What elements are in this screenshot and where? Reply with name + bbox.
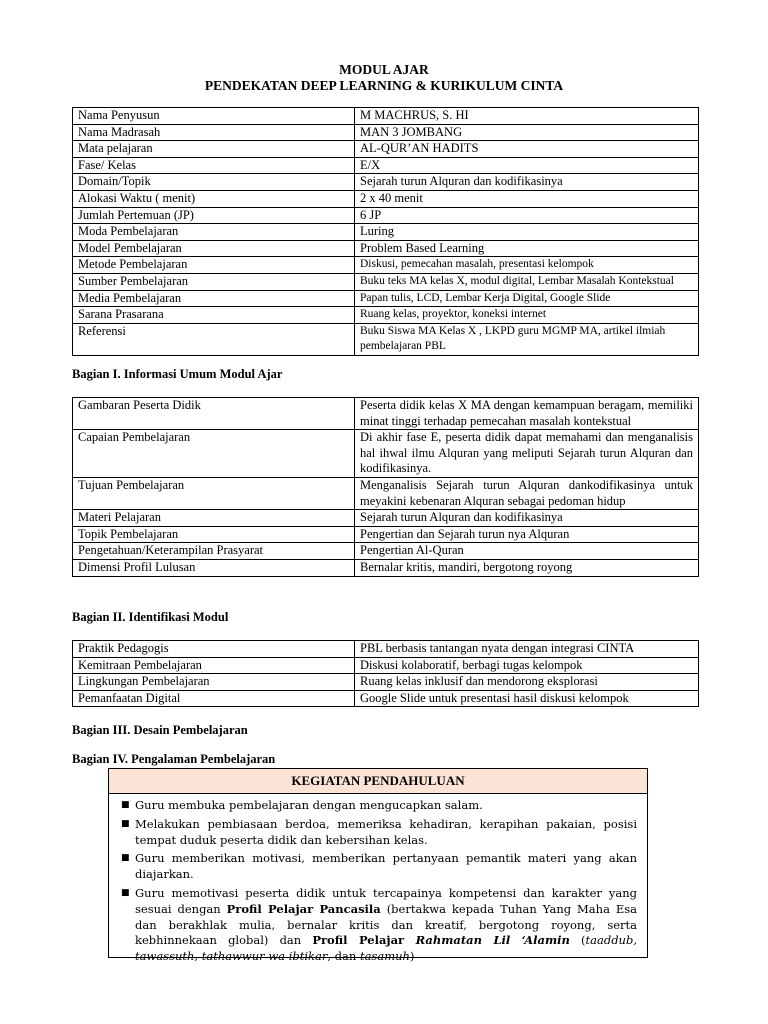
row-label: Media Pembelajaran <box>73 290 355 307</box>
row-label: Domain/Topik <box>73 174 355 191</box>
row-value: PBL berbasis tantangan nyata dengan integrasi CINTA <box>355 641 699 658</box>
row-label: Fase/ Kelas <box>73 157 355 174</box>
row-label: Materi Pelajaran <box>73 510 355 527</box>
learning-design-table <box>72 640 699 707</box>
row-label: Praktik Pedagogis <box>73 641 355 658</box>
table-row <box>73 398 699 430</box>
row-label: Lingkungan Pembelajaran <box>73 674 355 691</box>
row-value: Peserta didik kelas X MA dengan kemampuan beragam, memiliki minat tinggi terhadap pemecahan masalah kontekstual <box>355 398 699 430</box>
document-subtitle: PENDEKATAN DEEP LEARNING & KURIKULUM CINTA <box>204 78 564 93</box>
row-value: Papan tulis, LCD, Lembar Kerja Digital, Google Slide <box>355 290 699 307</box>
row-value: E/X <box>355 157 699 174</box>
row-value: Diskusi, pemecahan masalah, presentasi kelompok <box>355 257 699 274</box>
row-value: Menganalisis Sejarah turun Alquran dankodifikasinya untuk meyakini kebenaran Alquran sebagai pedoman hidup <box>355 477 699 509</box>
row-label: Kemitraan Pembelajaran <box>73 657 355 674</box>
row-value: Sejarah turun Alquran dan kodifikasinya <box>355 174 699 191</box>
list-item: ■ Melakukan pembiasaan berdoa, memeriksa kehadiran, kerapihan pakaian, posisi tempat duduk peserta didik dan kebersihan kelas. <box>121 816 637 847</box>
row-label: Dimensi Profil Lulusan <box>73 559 355 576</box>
row-label: Referensi <box>73 323 355 355</box>
table-row <box>73 430 699 478</box>
table-row <box>73 477 699 509</box>
square-bullet-icon: ■ <box>121 800 130 810</box>
row-value: M MACHRUS, S. HI <box>355 108 699 125</box>
row-label: Moda Pembelajaran <box>73 224 355 241</box>
table-row <box>73 124 699 141</box>
square-bullet-icon: ■ <box>121 818 130 829</box>
row-value: Sejarah turun Alquran dan kodifikasinya <box>355 510 699 527</box>
table-row <box>73 224 699 241</box>
table-row <box>73 690 699 707</box>
section-heading-4: Bagian IV. Pengalaman Pembelajaran <box>72 752 276 766</box>
row-label: Sarana Prasarana <box>73 307 355 324</box>
table-row <box>73 674 699 691</box>
table-row <box>73 526 699 543</box>
table-row <box>73 174 699 191</box>
row-label: Pemanfaatan Digital <box>73 690 355 707</box>
row-label: Alokasi Waktu ( menit) <box>73 190 355 207</box>
table-row <box>73 190 699 207</box>
section-heading-1: Bagian I. Informasi Umum Modul Ajar <box>72 367 283 381</box>
row-value: 6 JP <box>355 207 699 224</box>
square-bullet-icon: ■ <box>121 853 130 864</box>
table-row <box>73 323 699 355</box>
table-row <box>73 307 699 324</box>
section-heading-3: Bagian III. Desain Pembelajaran <box>72 723 248 737</box>
row-label: Topik Pembelajaran <box>73 526 355 543</box>
row-label: Nama Madrasah <box>73 124 355 141</box>
document-title: MODUL AJAR <box>339 62 429 77</box>
row-value: Buku teks MA kelas X, modul digital, Lembar Masalah Kontekstual <box>355 273 699 290</box>
row-label: Capaian Pembelajaran <box>73 430 355 478</box>
list-item: ■ Guru membuka pembelajaran dengan mengucapkan salam. <box>121 798 483 812</box>
table-row <box>73 207 699 224</box>
row-label: Gambaran Peserta Didik <box>73 398 355 430</box>
table-row <box>73 559 699 576</box>
row-value: Buku Siswa MA Kelas X , LKPD guru MGMP MA, artikel ilmiah pembelajaran PBL <box>355 323 699 355</box>
table-row <box>73 641 699 658</box>
kegiatan-list <box>109 794 647 965</box>
row-value: Diskusi kolaboratif, berbagi tugas kelompok <box>355 657 699 674</box>
row-label: Tujuan Pembelajaran <box>73 477 355 509</box>
table-row <box>73 657 699 674</box>
kegiatan-pendahuluan-box <box>108 768 648 964</box>
row-value: Luring <box>355 224 699 241</box>
table-row <box>73 543 699 560</box>
table-row <box>73 273 699 290</box>
row-value: Pengertian Al-Quran <box>355 543 699 560</box>
row-value: Pengertian dan Sejarah turun nya Alquran <box>355 526 699 543</box>
table-row <box>73 240 699 257</box>
row-label: Metode Pembelajaran <box>73 257 355 274</box>
row-value: Ruang kelas, proyektor, koneksi internet <box>355 307 699 324</box>
row-value: Ruang kelas inklusif dan mendorong eksplorasi <box>355 674 699 691</box>
row-value: Bernalar kritis, mandiri, bergotong royong <box>355 559 699 576</box>
table-row <box>73 290 699 307</box>
row-label: Pengetahuan/Keterampilan Prasyarat <box>73 543 355 560</box>
square-bullet-icon: ■ <box>121 887 130 898</box>
row-value: Google Slide untuk presentasi hasil diskusi kelompok <box>355 690 699 707</box>
table-row <box>73 141 699 158</box>
row-label: Model Pembelajaran <box>73 240 355 257</box>
list-item: ■ Guru memotivasi peserta didik untuk tercapainya kompetensi dan karakter yang sesuai dengan Profil Pelajar Pancasila (bertakwa kepada Tuhan Yang Maha Esa dan berakhlak mulia, bernalar kritis dan kreatif, bergotong royong, serta kebhinnekaan global) dan Profil Pelajar Rahmatan Lil ‘Alamin (taaddub, tawassuth, tathawwur wa ibtikar, dan tasamuh) <box>121 885 638 964</box>
module-identification-table <box>72 397 699 577</box>
row-value: MAN 3 JOMBANG <box>355 124 699 141</box>
row-value: 2 x 40 menit <box>355 190 699 207</box>
section-heading-2: Bagian II. Identifikasi Modul <box>72 610 229 624</box>
table-row <box>73 257 699 274</box>
row-label: Mata pelajaran <box>73 141 355 158</box>
row-value: Di akhir fase E, peserta didik dapat memahami dan menganalisis hal ihwal ilmu Alquran yang meliputi Sejarah turun Alquran dan kodifikasinya. <box>355 430 699 478</box>
table-row <box>73 510 699 527</box>
list-item: ■ Guru memberikan motivasi, memberikan pertanyaan pemantik materi yang akan diajarkan. <box>121 851 637 882</box>
row-label: Jumlah Pertemuan (JP) <box>73 207 355 224</box>
row-value: Problem Based Learning <box>355 240 699 257</box>
row-value: AL-QUR’AN HADITS <box>355 141 699 158</box>
general-info-table <box>72 107 699 356</box>
row-label: Nama Penyusun <box>73 108 355 125</box>
table-row <box>73 108 699 125</box>
kegiatan-heading: KEGIATAN PENDAHULUAN <box>109 769 647 794</box>
row-label: Sumber Pembelajaran <box>73 273 355 290</box>
table-row <box>73 157 699 174</box>
